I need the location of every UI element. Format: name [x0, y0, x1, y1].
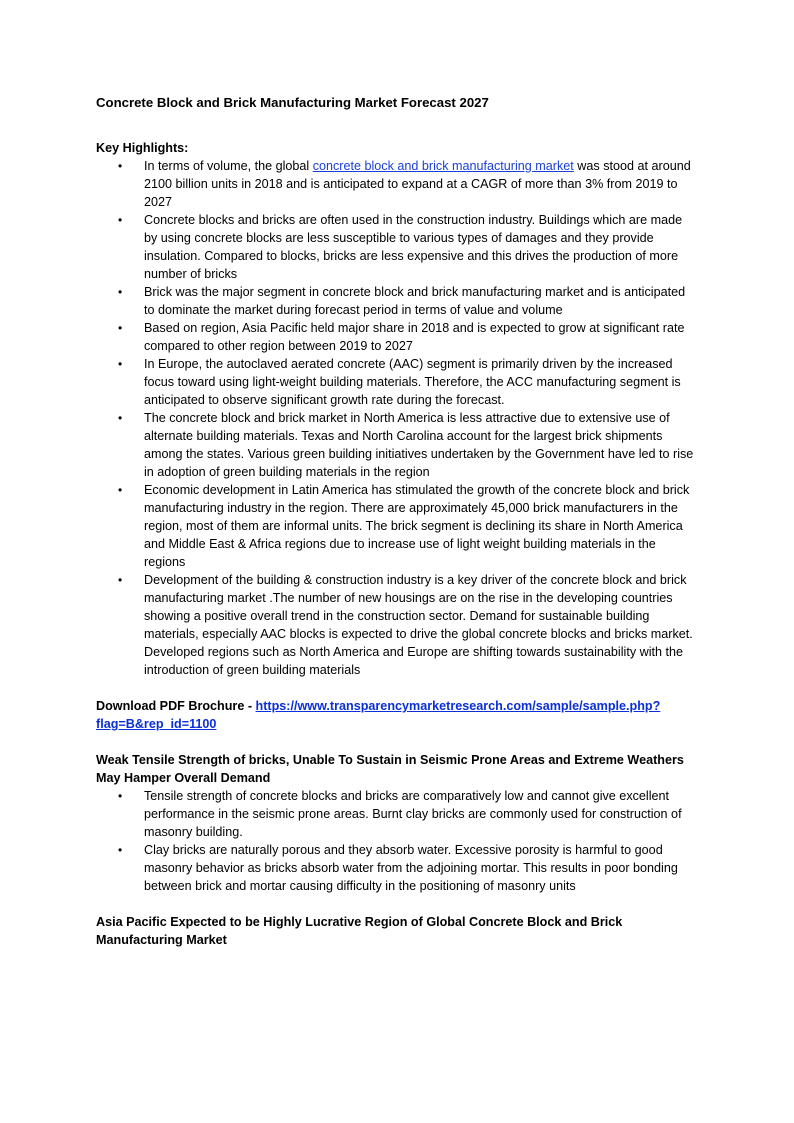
bullet-icon: • [118, 357, 123, 371]
bullet-icon: • [118, 411, 123, 425]
list-item [96, 319, 698, 355]
bullet-text: Brick was the major segment in concrete block and brick manufacturing market and is anticipated to dominate the market during forecast period in terms of value and volume [144, 285, 686, 317]
bullet-icon: • [118, 483, 123, 497]
list-item [96, 211, 698, 283]
bullet-text: was stood at around 2100 billion units in 2018 and is anticipated to expand at a CAGR of more than 3% from 2019 to 2027 [144, 159, 691, 209]
list-item [96, 787, 698, 841]
list-item [96, 409, 698, 481]
page-title: Concrete Block and Brick Manufacturing Market Forecast 2027 [96, 95, 489, 110]
bullet-icon: • [118, 159, 123, 173]
bullet-text: Development of the building & construction industry is a key driver of the concrete block and brick manufacturing market .The number of new housings are on the rise in the developing countries showing a positive overall trend in the construction sector. Demand for sustainable building materials, especially AAC blocks is expected to drive the global concrete blocks and bricks market. Developed regions such as North America and Europe are shifting towards sustainability with the introduction of green building materials [144, 573, 693, 677]
bullet-text: Concrete blocks and bricks are often used in the construction industry. Buildings which are made by using concrete blocks are less susceptible to various types of damages and they provide insulation. Compared to blocks, bricks are less expensive and this drives the production of more number of bricks [144, 213, 683, 281]
list-item [96, 571, 698, 679]
bullet-text: The concrete block and brick market in North America is less attractive due to extensive use of alternate building materials. Texas and North Carolina account for the largest brick shipments among the states. Various green building initiatives undertaken by the Government have led to rise in adoption of green building materials in the region [144, 411, 694, 479]
bullet-text: In Europe, the autoclaved aerated concrete (AAC) segment is primarily driven by the increased focus toward using light-weight building materials. Therefore, the ACC manufacturing segment is anticipated to observe significant growth rate during the forecast. [144, 357, 681, 407]
bullet-text: Clay bricks are naturally porous and they absorb water. Excessive porosity is harmful to good masonry behavior as bricks absorb water from the adjoining mortar. This results in poor bonding between brick and mortar causing difficulty in the positioning of masonry units [144, 843, 678, 893]
bullet-icon: • [118, 213, 123, 227]
download-label: Download PDF Brochure - [96, 699, 256, 713]
list-item [96, 841, 698, 895]
bullet-icon: • [118, 573, 123, 587]
list-item [96, 355, 698, 409]
bullet-icon: • [118, 789, 123, 803]
bullet-text: Based on region, Asia Pacific held major share in 2018 and is expected to grow at significant rate compared to other region between 2019 to 2027 [144, 321, 685, 353]
asia-pacific-heading: Asia Pacific Expected to be Highly Lucrative Region of Global Concrete Block and Brick Manufacturing Market [96, 915, 623, 947]
bullet-text: Economic development in Latin America has stimulated the growth of the concrete block and brick manufacturing industry in the region. There are approximately 45,000 brick manufacturers in the region, most of them are informal units. The brick segment is declining its share in North America and Middle East & Africa regions due to increase use of light weight building materials in the regions [144, 483, 690, 569]
key-highlights-heading: Key Highlights: [96, 141, 189, 155]
download-brochure [96, 697, 698, 733]
list-item [96, 481, 698, 571]
bullet-icon: • [118, 843, 123, 857]
bullet-text: Tensile strength of concrete blocks and bricks are comparatively low and cannot give excellent performance in the seismic prone areas. Burnt clay bricks are commonly used for construction of masonry building. [144, 789, 682, 839]
list-item [96, 157, 698, 211]
market-link[interactable]: concrete block and brick manufacturing market [312, 159, 574, 173]
brochure-link[interactable]: https://www.transparencymarketresearch.com/sample/sample.php?flag=B&rep_id=1100 [96, 699, 661, 731]
list-item [96, 283, 698, 319]
weak-tensile-list [96, 787, 698, 895]
bullet-text: In terms of volume, the global [144, 159, 313, 173]
bullet-icon: • [118, 321, 123, 335]
weak-tensile-heading: Weak Tensile Strength of bricks, Unable To Sustain in Seismic Prone Areas and Extreme Weathers May Hamper Overall Demand [96, 753, 684, 785]
bullet-icon: • [118, 285, 123, 299]
highlights-list [96, 157, 698, 679]
